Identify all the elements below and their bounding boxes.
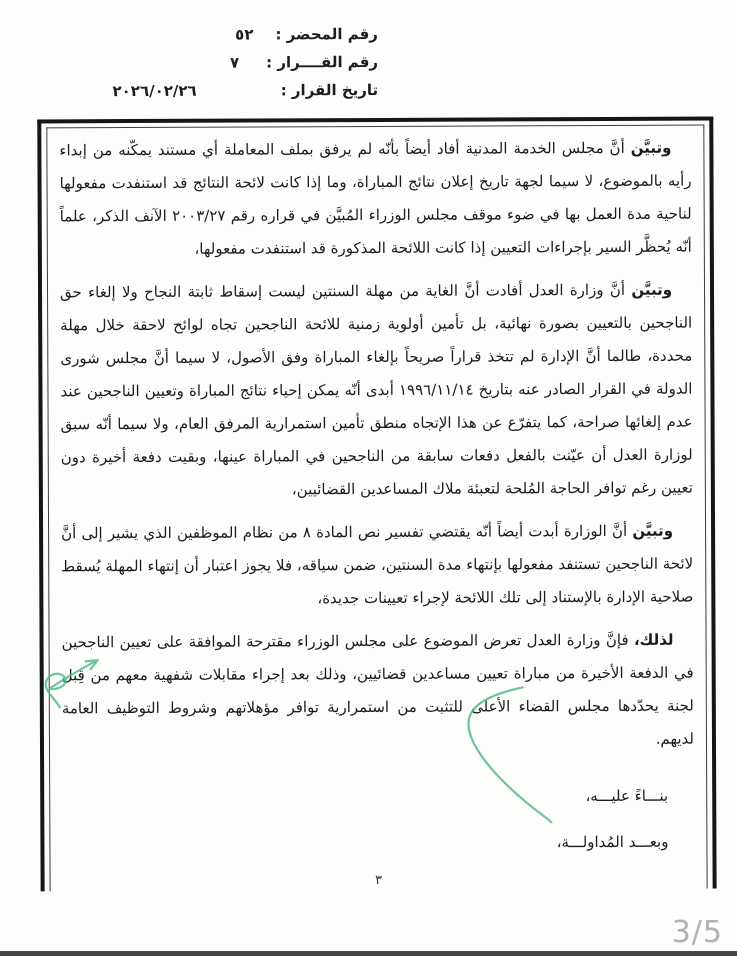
paragraph-lead-word: وتبيَّن [630, 138, 672, 157]
paragraph-lead-word: لذلك، [633, 630, 674, 649]
paragraph-body-text: أنَّ مجلس الخدمة المدنية أفاد أيضاً بأنّه لم يرفق بملف المعاملة أي مستند يمكّنه من إبداء رأيه بالموضوع، لا سيما لجهة تاريخ إعلان نتائج المباراة، وما إذا كانت لائحة النتائج قد استنفدت مفعولها لناحية مدة العمل بها في ضوء موقف مجلس الوزراء المُبيَّن في قراره رقم ٢٠٠٣/٢٧ الآنف الذكر، علماً أنّه يُحظَّر السير بإجراءات التعيين إذا كانت اللائحة المذكورة قد استنفدت مفعولها، [59, 138, 692, 258]
decision-number-value: ٧ [229, 53, 240, 72]
record-number-value: ٥٢ [235, 25, 254, 44]
decision-number-label: رقم القــــرار : [266, 52, 379, 72]
decision-date-row [112, 81, 378, 100]
paragraph-civil-service-council [59, 132, 692, 267]
decision-date-value: ٢٠٢٦/٠٢/٢٦ [112, 81, 197, 101]
footer-page-indicator: 3/5 [671, 915, 723, 950]
bottom-scan-edge-line [0, 951, 737, 956]
closing-line-accordingly: بنـــاءً عليـــه، [585, 786, 669, 806]
paragraph-article-8-interpretation [61, 515, 693, 617]
paragraph-body-text: أنَّ الوزارة أبدت أيضاً أنّه يقتضي تفسير نص المادة ٨ من نظام الموظفين الذي يشير إلى أنَّ لائحة الناجحين تستنفد مفعولها بإنتهاء مدة السنتين، ضمن سياقه، فلا يجوز اعتبار أن إنتهاء المهلة يُسقط صلاحية الإدارة بالإستناد إلى تلك اللائحة لإجراء تعيينات جديدة، [61, 521, 694, 608]
record-number-label: رقم المحضر : [275, 24, 378, 44]
record-number-row [112, 25, 378, 44]
paragraph-body-text: أنَّ وزارة العدل أفادت أنَّ الغاية من مهلة السنتين ليست إسقاط ثابتة النجاح ولا إلغاء حق الناجحين بالتعيين بصورة نهائية، بل تأمين أولوية زمنية للائحة الناجحين تجاه لوائح لاحقة خلال مهلة محددة، طالما أنَّ الإدارة لم تتخذ قراراً صريحاً بإلغاء المباراة وفق الأصول، لا سيما أنَّ مجلس شورى الدولة في القرار الصادر عنه بتاريخ ١٩٩٦/١١/١٤ أبدى أنّه يمكن إحياء نتائج المباراة وتعيين الناجحين عند عدم إلغائها صراحة، كما يتفرّع عن هذا الإتجاه منطق تأمين استمرارية المرفق العام، ولا سيما أنّه سبق لوزارة العدل أن عيّنت بالفعل دفعات سابقة من الناجحين في المباراة عينها، وبقيت دفعة أخيرة دون تعيين رغم توافر الحاجة المُلحة لتعبئة ملاك المساعدين القضائيين، [59, 280, 693, 499]
paragraph-lead-word: وتبيَّن [632, 521, 674, 540]
closing-line-after-deliberation: وبعـــد المُداولـــة، [556, 832, 669, 852]
paragraph-ministry-of-justice [60, 274, 693, 508]
decision-text-box [37, 116, 716, 891]
decision-date-label: تاريخ القرار : [280, 80, 379, 100]
box-page-number: ٣ [375, 872, 383, 888]
decision-text-box-inner-border [46, 125, 707, 892]
document-header-block [112, 25, 378, 110]
decision-number-row [112, 53, 378, 72]
paragraph-body-text: فإنَّ وزارة العدل تعرض الموضوع على مجلس الوزراء مقترحة الموافقة على تعيين الناجحين في الدفعة الأخيرة من مباراة تعيين مساعدين قضائيين، وذلك بعد إجراء مقابلات شفهية معهم من قِبل لجنة يحدّدها مجلس القضاء الأعلى للتثبت من استمرارية توافر مؤهلاتهم وشروط التوظيف العامة لديهم. [61, 630, 695, 748]
paragraph-proposal [61, 624, 694, 759]
paragraph-lead-word: وتبيَّن [631, 280, 673, 299]
